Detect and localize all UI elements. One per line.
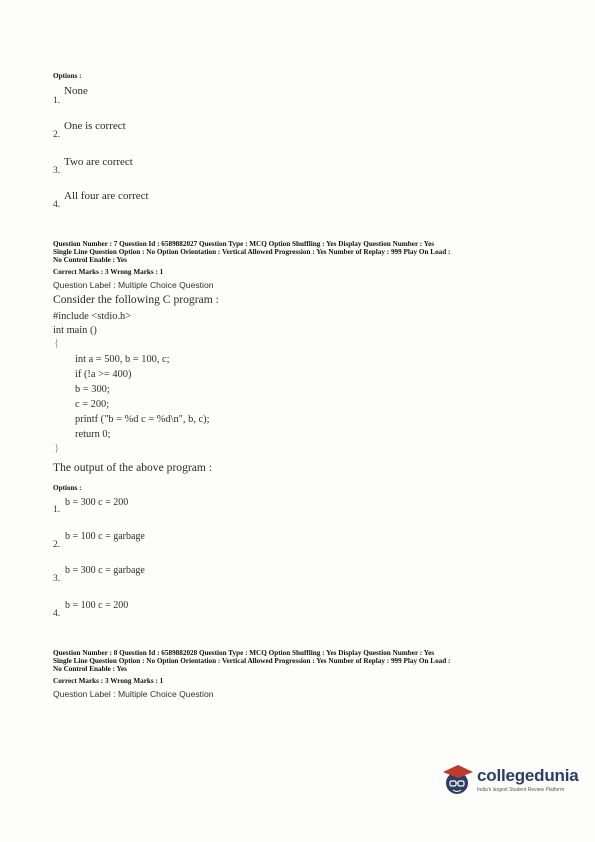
q7-meta-line-2: Single Line Question Option : No Option Orientation : Vertical Allowed Progression : Yes Number of Replay : 999 Play On Load : [53,248,451,256]
option-text: b = 100 c = 200 [65,600,129,611]
option-text: None [64,85,88,97]
option-number: 2. [53,130,61,140]
option-text: Two are correct [64,156,133,168]
logo-name: collegedunia [477,766,579,785]
option-text: b = 100 c = garbage [65,531,145,542]
q8-meta-line-3: No Control Enable : Yes [53,665,127,673]
code-line-6: return 0; [75,429,111,440]
q7-marks: Correct Marks : 3 Wrong Marks : 1 [53,268,164,276]
graduate-cap-icon [441,763,475,803]
logo-tagline: India's largest Student Review Platform [477,787,565,793]
option-number: 2. [53,540,61,550]
q8-meta-line-2: Single Line Question Option : No Option Orientation : Vertical Allowed Progression : Yes Number of Replay : 999 Play On Load : [53,657,451,665]
q7-question-label: Question Label : Multiple Choice Question [53,280,214,290]
option-text: b = 300 c = garbage [65,565,145,576]
code-line-5: printf ("b = %d c = %d\n", b, c); [75,414,210,425]
code-line-2: if (!a >= 400) [75,369,132,380]
q8-meta-line-1: Question Number : 8 Question Id : 6589882028 Question Type : MCQ Option Shuffling : Yes Display Question Number : Yes [53,649,435,657]
q7-stem: Consider the following C program : [53,293,219,306]
q7-meta-line-1: Question Number : 7 Question Id : 6589882027 Question Type : MCQ Option Shuffling : Yes Display Question Number : Yes [53,240,435,248]
q7-options-heading: Options : [53,484,82,492]
option-number: 3. [53,574,61,584]
option-text: All four are correct [64,190,149,202]
q8-marks: Correct Marks : 3 Wrong Marks : 1 [53,677,164,685]
code-main: int main () [53,325,97,336]
option-number: 4. [53,609,61,619]
option-number: 1. [53,505,61,515]
code-open-brace: { [54,337,60,349]
option-number: 1. [53,96,61,106]
q7-output-text: The output of the above program : [53,461,213,474]
code-line-4: c = 200; [75,399,110,410]
q8-question-label: Question Label : Multiple Choice Question [53,689,214,699]
code-close-brace: } [54,442,60,454]
option-number: 3. [53,166,61,176]
collegedunia-logo[interactable] [441,763,581,803]
code-line-3: b = 300; [75,384,110,395]
q7-meta-line-3: No Control Enable : Yes [53,256,127,264]
option-number: 4. [53,200,61,210]
code-line-1: int a = 500, b = 100, c; [75,354,170,365]
option-text: b = 300 c = 200 [65,497,129,508]
options-heading: Options : [53,72,82,80]
code-include: #include <stdio.h> [53,311,132,322]
option-text: One is correct [64,120,126,132]
